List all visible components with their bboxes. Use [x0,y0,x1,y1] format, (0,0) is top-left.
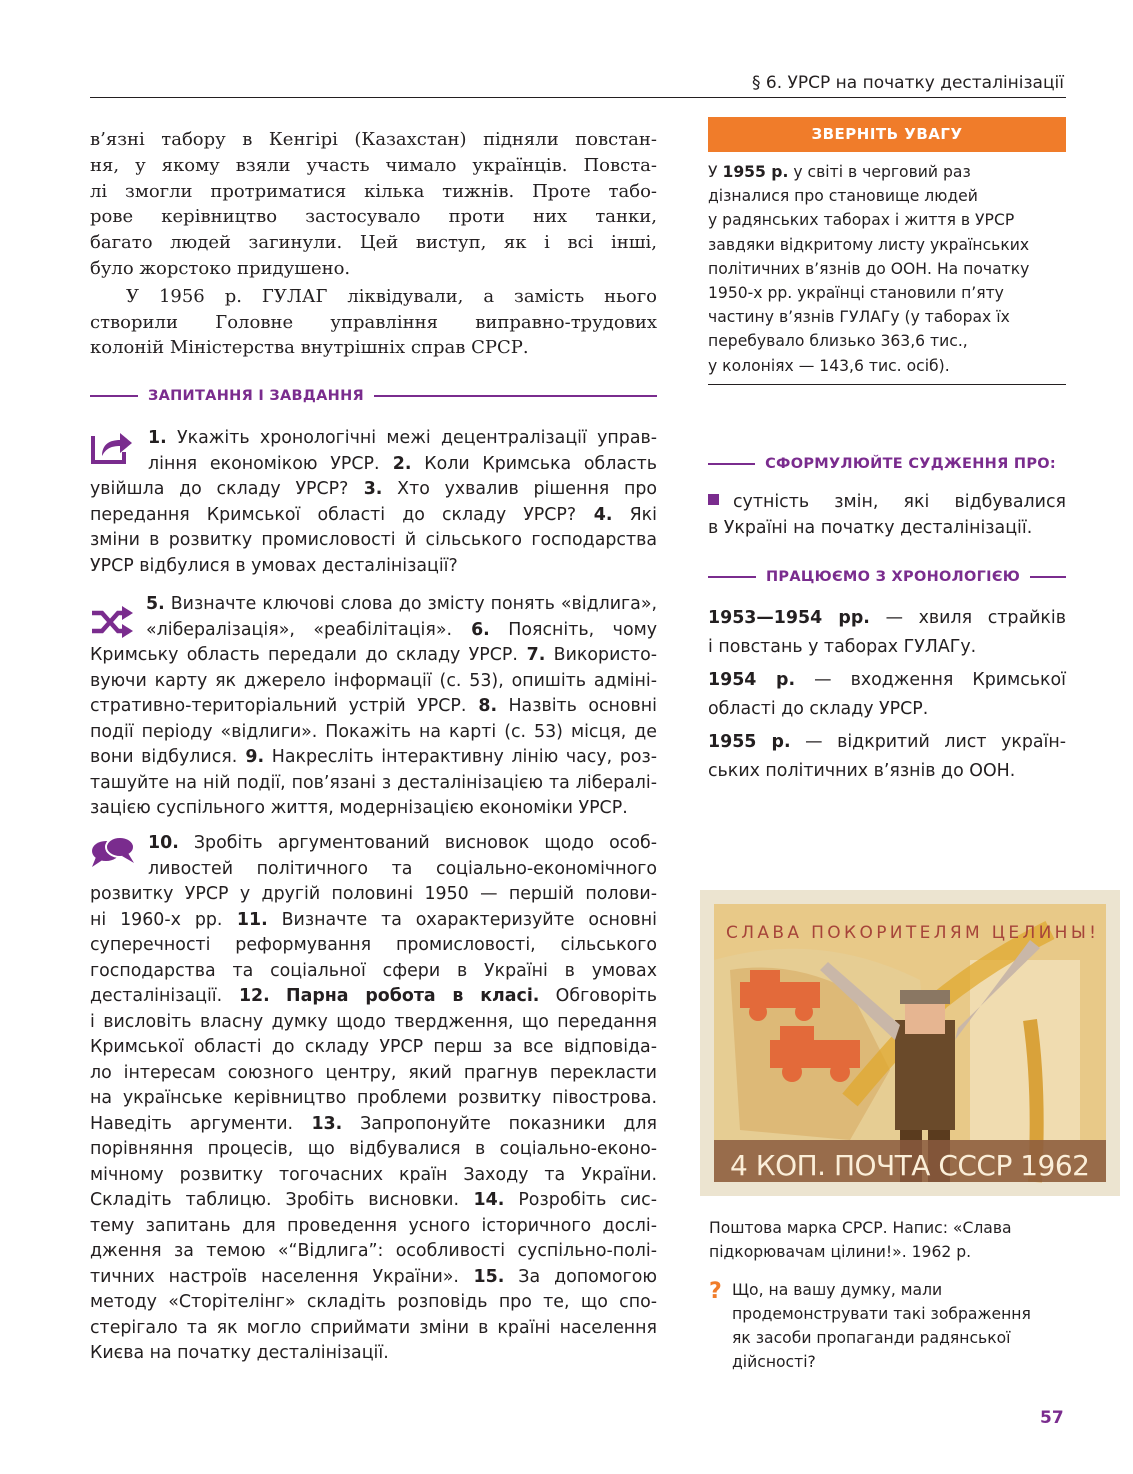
task-line: Києва на початку десталінізації. [90,1343,389,1363]
question-text [732,1278,1072,1374]
intro-line: рове керівництво застосувало проти них танки, [90,206,657,228]
chronology-list [708,604,1066,786]
chronology-text: — хвиля страйків [869,608,1066,628]
notice-line: політичних в’язнів до ООН. На початку [708,259,1030,278]
question-line: Що, на вашу думку, мали [732,1281,943,1299]
question-line: продемонструвати такі зображення [732,1305,1031,1323]
chronology-entry [708,604,1066,662]
task-line: вони відбулися. 9. Накресліть інтерактивну лінію часу, роз- [90,747,657,767]
heading-rule [374,395,657,397]
header-title: § 6. УРСР на початку десталінізації [752,73,1064,93]
heading-rule [708,463,755,465]
judgement-line: в Україні на початку десталінізації. [708,517,1033,538]
task-line: на українське керівництво проблеми розвитку півострова. [90,1088,657,1108]
task-line: тичних настроїв населення України». 15. За допомогою [90,1266,657,1287]
judgement-line [708,490,1066,516]
task-line: 5. Визначте ключові слова до змісту понять «відлига», [146,594,657,614]
intro-line: створили Головне управління виправно-трудових [90,311,657,333]
intro-text [90,127,657,361]
chronology-line [708,666,1066,695]
caption-line: підкорювачам цілини!». 1962 р. [709,1243,972,1261]
task-line: дження за темою «“Відлига”: особливості суспільно-полі- [90,1241,657,1261]
task-line: ління економікою УРСР. 2. Коли Кримська область [148,453,657,474]
stamp-top-text: СЛАВА ПОКОРИТЕЛЯМ ЦЕЛИНЫ! [726,923,1096,943]
notice-divider [708,384,1066,385]
notice-text [708,160,1066,378]
task-line: і висловіть власну думку щодо твердження, що передання [90,1011,657,1032]
stamp-illustration [700,890,1120,1196]
judgement-line-text: сутність змін, які відбувалися [733,492,1066,512]
question-mark-icon: ? [709,1279,722,1304]
chronology-line [708,604,1066,633]
task-line: Кримську область передали до складу УРСР. 7. Використо- [90,645,657,665]
intro-line: було жорстоко придушено. [90,257,351,279]
task-line: суперечності реформування промисловості, сільського [90,935,657,955]
tasks-heading [90,388,657,404]
notice-line: дізналися про становище людей [708,187,978,206]
task-line: тему запитань для проведення усного історичного дослі- [90,1215,657,1236]
task-line: зацією суспільного життя, модернізацією економіки УРСР. [90,798,628,818]
task-line: десталінізації. 12. Парна робота в класі. Обговоріть [90,986,657,1006]
notice-line: частину в’язнів ГУЛАГу (у таборах їх [708,308,1010,327]
task-line: Наведіть аргументи. 13. Запропонуйте показники для [90,1113,657,1134]
judgement-heading [708,456,1066,472]
question-line: дійсності? [732,1353,816,1371]
chronology-text: — відкритий лист україн- [790,732,1067,752]
intro-line: У 1956 р. ГУЛАГ ліквідували, а замість нього [126,285,657,307]
notice-line: 1950-х рр. українці становили п’яту [708,284,1004,303]
task-line: Складіть таблицю. Зробіть висновки. 14. Розробіть сис- [90,1190,657,1210]
page-number: 57 [1040,1408,1064,1428]
task-line: ні 1960-х рр. 11. Визначте та охарактеризуйте основні [90,909,657,930]
notice-line: перебувало близько 363,6 тис., [708,332,968,351]
task-line: стративно-територіальний устрій УРСР. 8. Назвіть основні [90,696,657,716]
task-line: порівняння процесів, що відбувалися в соціально-еконо- [90,1139,657,1159]
intro-line: лі змогли протриматися кілька тижнів. Проте табо- [90,180,657,202]
task-line: стерігало та як могло сприймати зміни в країні населення [90,1317,657,1338]
chronology-heading [708,569,1066,585]
chronology-line [708,728,1066,757]
chronology-entry [708,728,1066,786]
task-line: ло інтересам союзного центру, який прагнув перекласти [90,1062,657,1083]
chronology-entry [708,666,1066,724]
question-line: як засоби пропаганди радянської [732,1329,1011,1347]
heading-rule [1030,576,1066,578]
heading-rule [90,395,138,397]
postage-stamp [700,890,1120,1196]
stamp-bottom-text: 4 КОП. ПОЧТА СССР 1962 [730,1149,1090,1182]
chronology-date: 1955 р. [708,732,791,752]
task-line: увійшла до складу УРСР? 3. Хто ухвалив рішення про [90,479,658,499]
chronology-line: ських політичних в’язнів до ООН. [708,761,1016,781]
task-line: ливостей політичного та соціально-економічного [148,858,657,879]
tasks-heading-label: ЗАПИТАННЯ І ЗАВДАННЯ [148,388,364,404]
task-line: 10. Зробіть аргументований висновок щодо особ- [148,833,657,853]
judgement-heading-label: СФОРМУЛЮЙТЕ СУДЖЕННЯ ПРО: [765,456,1056,472]
chronology-line: і повстань у таборах ГУЛАГу. [708,637,977,657]
task-line: зміни в розвитку промисловості й сільського господарства [90,530,657,550]
task-line: господарства та соціальної сфери в Україні в умовах [90,960,657,981]
caption-line: Поштова марка СРСР. Напис: «Слава [709,1219,1012,1237]
task-line: «лібералізація», «реабілітація». 6. Поясніть, чому [146,619,658,640]
judgement-text [708,490,1066,541]
task-line: УРСР відбулися в умовах десталінізації? [90,555,458,576]
task-line: методу «Сторітелінг» складіть розповідь про те, що спо- [90,1292,657,1312]
intro-line: ня, у якому взяли участь чимало українців. Повста- [90,154,657,176]
chronology-line: області до складу УРСР. [708,699,929,719]
task-line: мічному розвитку тогочасних країн Заходу та України. [90,1164,657,1185]
task-line: Кримської області до складу УРСР перш за все відповіда- [90,1037,657,1057]
notice-heading: ЗВЕРНІТЬ УВАГУ [708,117,1066,152]
intro-line: багато людей загинули. Цей виступ, як і всі інші, [90,232,657,254]
chronology-text: — входження Кримської [795,670,1066,690]
task-line: 1. Укажіть хронологічні межі децентралізації управ- [148,428,657,448]
notice-line: У 1955 р. у світі в черговий раз [708,163,971,181]
notice-line: у радянських таборах і життя в УРСР [708,211,1015,230]
task-line: передання Кримської області до складу УРСР? 4. Які [90,504,657,525]
tasks-block-3 [90,831,657,1367]
running-header [90,68,1066,98]
bullet-square-icon [708,494,719,505]
chronology-heading-label: ПРАЦЮЄМО З ХРОНОЛОГІЄЮ [766,569,1021,585]
intro-line: колоній Міністерства внутрішніх справ СРСР. [90,337,529,359]
stamp-caption [709,1216,1067,1264]
chronology-date: 1953—1954 рр. [708,608,870,628]
task-line: ташуйте на ній події, пов’язані з десталінізацією та лібералі- [90,772,657,793]
tasks-block-1 [90,426,657,579]
task-line: події періоду «відлиги». Покажіть на карті (с. 53) місця, де [90,721,657,742]
heading-rule [708,576,756,578]
notice-line: завдяки відкритому листу українських [708,235,1030,254]
notice-line: у колоніях — 143,6 тис. осіб). [708,356,950,375]
tasks-block-2 [90,592,657,822]
task-line: розвитку УРСР у другій половині 1950 — першій полови- [90,884,657,904]
chronology-date: 1954 р. [708,670,796,690]
task-line: вуючи карту як джерело інформації (с. 53), опишіть адміні- [90,670,657,691]
intro-line: в’язні табору в Кенгірі (Казахстан) підняли повстан- [90,129,657,150]
